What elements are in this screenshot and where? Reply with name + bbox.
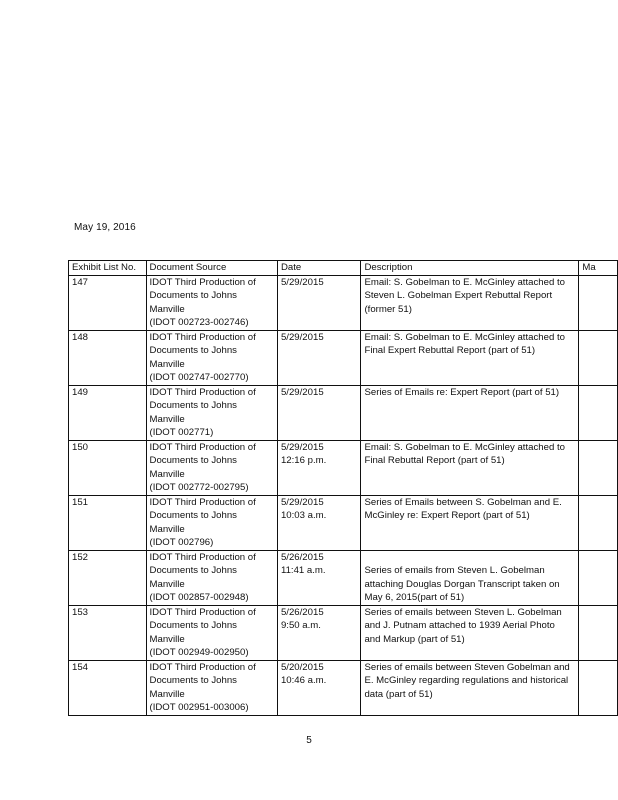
document-source-line: IDOT Third Production of	[149, 496, 256, 508]
exhibit-number-cell: 150	[69, 440, 147, 495]
date-line: 5/29/2015	[280, 386, 324, 398]
header-document-source: Document Source	[146, 261, 277, 276]
table-row	[69, 440, 618, 495]
description-line: attaching Douglas Dorgan Transcript taken on	[364, 578, 560, 590]
document-source-cell	[146, 275, 277, 330]
exhibit-number-cell: 151	[69, 495, 147, 550]
document-date: May 19, 2016	[74, 222, 136, 233]
exhibit-number-cell: 152	[69, 550, 147, 605]
document-source-line: Manville	[149, 688, 185, 700]
exhibit-number-cell: 153	[69, 605, 147, 660]
document-source-cell	[146, 660, 277, 715]
date-line: 10:03 a.m.	[280, 510, 327, 521]
truncated-column-cell	[579, 605, 618, 660]
document-source-line: IDOT Third Production of	[149, 441, 256, 453]
description-line: Email: S. Gobelman to E. McGinley attached to	[364, 441, 565, 453]
document-source-line: Manville	[149, 523, 185, 535]
header-exhibit-no: Exhibit List No.	[69, 261, 147, 276]
date-line: 5/29/2015	[280, 331, 324, 343]
document-source-line: Documents to Johns	[149, 510, 237, 521]
table-row	[69, 275, 618, 330]
truncated-column-cell	[579, 385, 618, 440]
exhibit-number-cell: 154	[69, 660, 147, 715]
document-source-line: Manville	[149, 633, 185, 645]
date-cell	[277, 275, 360, 330]
description-line: Steven L. Gobelman Expert Rebuttal Report	[364, 290, 553, 301]
table-row	[69, 605, 618, 660]
date-cell	[277, 440, 360, 495]
truncated-column-cell	[579, 550, 618, 605]
document-source-line: (IDOT 002857-002948)	[149, 592, 249, 603]
exhibit-number-cell: 149	[69, 385, 147, 440]
description-line: May 6, 2015(part of 51)	[364, 592, 465, 603]
page-number: 5	[306, 735, 312, 746]
description-line: McGinley re: Expert Report (part of 51)	[364, 510, 530, 521]
description-line: Email: S. Gobelman to E. McGinley attached to	[364, 276, 565, 288]
document-source-line: (IDOT 002772-002795)	[149, 482, 249, 493]
document-source-line: Documents to Johns	[149, 400, 237, 411]
document-source-line: (IDOT 002747-002770)	[149, 372, 249, 383]
table-row	[69, 660, 618, 715]
header-truncated-column: Ma	[579, 261, 618, 276]
document-source-line: (IDOT 002949-002950)	[149, 647, 249, 658]
truncated-column-cell	[579, 330, 618, 385]
date-line: 5/29/2015	[280, 276, 324, 288]
document-source-line: (IDOT 002771)	[149, 427, 214, 438]
date-line: 12:16 p.m.	[280, 455, 327, 466]
document-source-line: IDOT Third Production of	[149, 331, 256, 343]
date-cell	[277, 385, 360, 440]
description-cell	[361, 550, 579, 605]
document-source-line: IDOT Third Production of	[149, 386, 256, 398]
document-source-line: Documents to Johns	[149, 455, 237, 466]
description-cell	[361, 440, 579, 495]
description-cell	[361, 660, 579, 715]
truncated-column-cell	[579, 495, 618, 550]
header-date: Date	[277, 261, 360, 276]
table-row	[69, 550, 618, 605]
document-source-line: Documents to Johns	[149, 345, 237, 356]
table-row	[69, 330, 618, 385]
date-cell	[277, 660, 360, 715]
document-source-line: (IDOT 002723-002746)	[149, 317, 249, 328]
description-line: Series of emails between Steven L. Gobelman	[364, 606, 562, 618]
date-line: 5/29/2015	[280, 441, 324, 453]
description-line: Series of emails from Steven L. Gobelman	[364, 565, 545, 576]
document-source-line: Documents to Johns	[149, 620, 237, 631]
description-line: Final Rebuttal Report (part of 51)	[364, 455, 505, 466]
date-line: 9:50 a.m.	[280, 620, 321, 631]
document-source-line: IDOT Third Production of	[149, 606, 256, 618]
document-source-cell	[146, 330, 277, 385]
document-source-line: Documents to Johns	[149, 290, 237, 301]
truncated-column-cell	[579, 440, 618, 495]
document-source-line: Manville	[149, 303, 185, 315]
document-source-line: (IDOT 002951-003006)	[149, 702, 249, 713]
document-source-line: IDOT Third Production of	[149, 551, 256, 563]
table-header-row	[69, 261, 618, 276]
description-cell	[361, 385, 579, 440]
exhibit-number-cell: 148	[69, 330, 147, 385]
table-row	[69, 385, 618, 440]
date-cell	[277, 495, 360, 550]
document-source-cell	[146, 550, 277, 605]
date-cell	[277, 605, 360, 660]
document-source-cell	[146, 605, 277, 660]
document-source-line: IDOT Third Production of	[149, 661, 256, 673]
date-line: 5/29/2015	[280, 496, 324, 508]
description-line: data (part of 51)	[364, 688, 433, 700]
document-source-line: Manville	[149, 468, 185, 480]
document-source-line: Manville	[149, 413, 185, 425]
document-source-cell	[146, 385, 277, 440]
exhibit-table	[68, 260, 618, 716]
document-source-cell	[146, 440, 277, 495]
document-source-line: (IDOT 002796)	[149, 537, 214, 548]
description-line	[364, 551, 575, 565]
date-cell	[277, 330, 360, 385]
description-cell	[361, 605, 579, 660]
date-line: 5/26/2015	[280, 606, 324, 618]
document-source-line: Documents to Johns	[149, 565, 237, 576]
description-line: Final Expert Rebuttal Report (part of 51)	[364, 345, 536, 356]
document-source-line: Manville	[149, 578, 185, 590]
exhibit-number-cell: 147	[69, 275, 147, 330]
date-cell	[277, 550, 360, 605]
description-line: Series of emails between Steven Gobelman and	[364, 661, 570, 673]
description-cell	[361, 495, 579, 550]
description-cell	[361, 330, 579, 385]
header-description: Description	[361, 261, 579, 276]
truncated-column-cell	[579, 275, 618, 330]
description-line: (former 51)	[364, 303, 412, 315]
description-cell	[361, 275, 579, 330]
description-line: Series of Emails between S. Gobelman and E.	[364, 496, 562, 508]
date-line: 5/20/2015	[280, 661, 324, 673]
description-line: Email: S. Gobelman to E. McGinley attached to	[364, 331, 565, 343]
description-line: and J. Putnam attached to 1939 Aerial Photo	[364, 620, 555, 631]
table-row	[69, 495, 618, 550]
date-line: 10:46 a.m.	[280, 675, 327, 686]
description-line: E. McGinley regarding regulations and historical	[364, 675, 569, 686]
document-source-line: IDOT Third Production of	[149, 276, 256, 288]
date-line: 11:41 a.m.	[280, 565, 326, 576]
document-source-cell	[146, 495, 277, 550]
description-line: and Markup (part of 51)	[364, 633, 465, 645]
description-line: Series of Emails re: Expert Report (part of 51)	[364, 386, 560, 398]
document-source-line: Documents to Johns	[149, 675, 237, 686]
document-source-line: Manville	[149, 358, 185, 370]
truncated-column-cell	[579, 660, 618, 715]
date-line: 5/26/2015	[280, 551, 324, 563]
